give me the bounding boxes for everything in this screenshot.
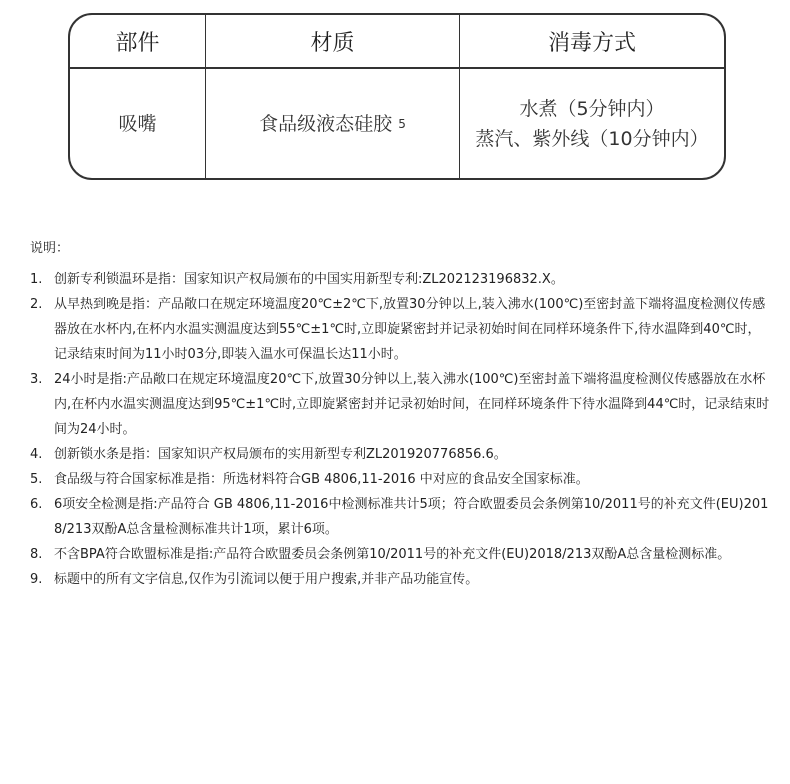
material-note-ref: 5	[398, 116, 406, 131]
note-item	[30, 467, 770, 492]
method-line-1: 水煮（5分钟内）	[519, 97, 665, 120]
note-number: 5.	[30, 472, 43, 487]
note-item	[30, 442, 770, 467]
header-method: 消毒方式	[547, 30, 636, 56]
note-number: 4.	[30, 447, 43, 462]
note-number: 3.	[30, 372, 43, 387]
note-item	[30, 492, 770, 542]
notes-title: 说明：	[30, 241, 70, 256]
spec-table	[68, 13, 726, 180]
note-text: 6项安全检测是指:产品符合 GB 4806,11-2016中检测标准共计5项；符合欧盟委员会条例第10/2011号的补充文件(EU)2018/213双酚A总含量检测标准共计1项，累计6项。	[54, 497, 769, 537]
note-item	[30, 267, 770, 292]
header-part: 部件	[70, 15, 206, 67]
cell-method	[460, 69, 724, 178]
method-line-2: 蒸汽、紫外线（10分钟内）	[475, 127, 709, 150]
table-row	[70, 69, 724, 178]
note-text: 24小时是指:产品敞口在规定环境温度20℃下,放置30分钟以上,装入沸水(100℃)至密封盖下端将温度检测仪传感器放在水杯内,在杯内水温实测温度达到95℃±1℃时,立即旋紧密封并记录初始时间，在同样环境条件下待水温降到44℃时，记录结束时间为24小时。	[54, 372, 770, 437]
note-number: 9.	[30, 572, 43, 587]
note-text: 创新专利锁温环是指：国家知识产权局颁布的中国实用新型专利:ZL202123196832.X。	[54, 272, 564, 287]
note-text: 食品级与符合国家标准是指：所选材料符合GB 4806,11-2016 中对应的食品安全国家标准。	[54, 472, 589, 487]
note-number: 6.	[30, 497, 43, 512]
note-number: 2.	[30, 297, 43, 312]
notes-section	[30, 236, 770, 592]
note-text: 不含BPA符合欧盟标准是指:产品符合欧盟委员会条例第10/2011号的补充文件(EU)2018/213双酚A总含量检测标准。	[54, 547, 731, 562]
note-number: 1.	[30, 272, 43, 287]
note-item	[30, 367, 770, 442]
table-header-row	[70, 15, 724, 69]
note-text: 创新锁水条是指：国家知识产权局颁布的实用新型专利ZL201920776856.6。	[54, 447, 507, 462]
note-item	[30, 542, 770, 567]
cell-part: 吸嘴	[70, 69, 206, 178]
material-text: 食品级液态硅胶	[259, 112, 393, 135]
note-item	[30, 567, 770, 592]
note-item	[30, 292, 770, 367]
header-material: 材质	[206, 15, 460, 67]
note-text: 从早热到晚是指：产品敞口在规定环境温度20℃±2℃下,放置30分钟以上,装入沸水(100℃)至密封盖下端将温度检测仪传感器放在水杯内,在杯内水温实测温度达到55℃±1℃时,立即旋紧密封并记录初始时间在同样环境条件下,待水温降到40℃时，记录结束时间为11小时03分,即装入温水可保温长达11小时。	[54, 297, 766, 362]
note-text: 标题中的所有文字信息,仅作为引流词以便于用户搜索,并非产品功能宣传。	[54, 572, 479, 587]
method-lines	[475, 94, 708, 154]
note-number: 8.	[30, 547, 43, 562]
cell-material	[206, 69, 460, 178]
